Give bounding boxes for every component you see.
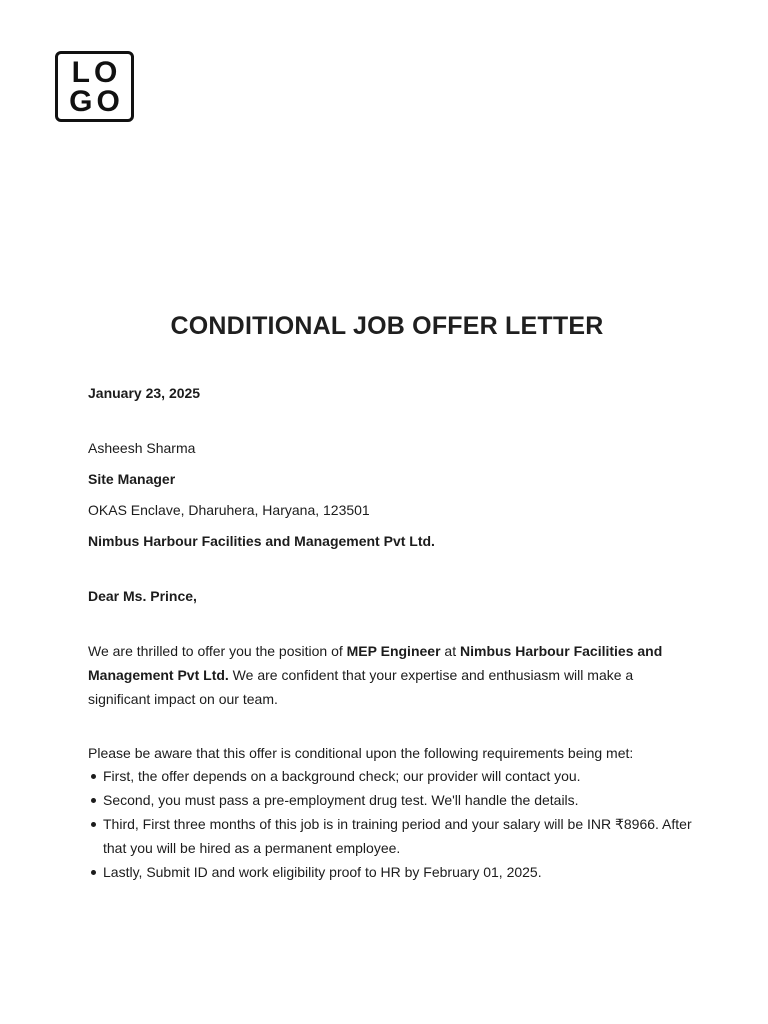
logo-line-1: LO (71, 55, 122, 89)
intro-company: Nimbus Harbour Facilities and Management Pvt Ltd. (88, 643, 663, 683)
recipient-title: Site Manager (88, 471, 176, 487)
intro-position: MEP Engineer (346, 643, 441, 659)
condition-item: First, the offer depends on a background check; our provider will contact you. (88, 764, 698, 788)
company-logo (55, 51, 134, 122)
recipient-company: Nimbus Harbour Facilities and Management Pvt Ltd. (88, 533, 435, 549)
conditions-intro: Please be aware that this offer is conditional upon the following requirements being met: (88, 745, 634, 761)
conditions-list (88, 764, 698, 884)
condition-item: Lastly, Submit ID and work eligibility proof to HR by February 01, 2025. (88, 860, 698, 884)
condition-item: Third, First three months of this job is in training period and your salary will be INR ₹8966. After that you will be hired as a permanent employee. (88, 812, 698, 860)
recipient-name: Asheesh Sharma (88, 440, 196, 456)
letter-title: CONDITIONAL JOB OFFER LETTER (170, 312, 604, 340)
intro-pre: We are thrilled to offer you the position of (88, 643, 347, 659)
logo-line-2: GO (69, 84, 124, 118)
intro-post: We are confident that your expertise and enthusiasm will make a significant impact on our team. (88, 667, 634, 707)
condition-item: Second, you must pass a pre-employment drug test. We'll handle the details. (88, 788, 698, 812)
recipient-address: OKAS Enclave, Dharuhera, Haryana, 123501 (88, 502, 370, 518)
salutation: Dear Ms. Prince, (88, 588, 197, 604)
intro-mid: at (440, 643, 460, 659)
letter-date: January 23, 2025 (88, 385, 201, 401)
intro-paragraph (88, 639, 688, 711)
